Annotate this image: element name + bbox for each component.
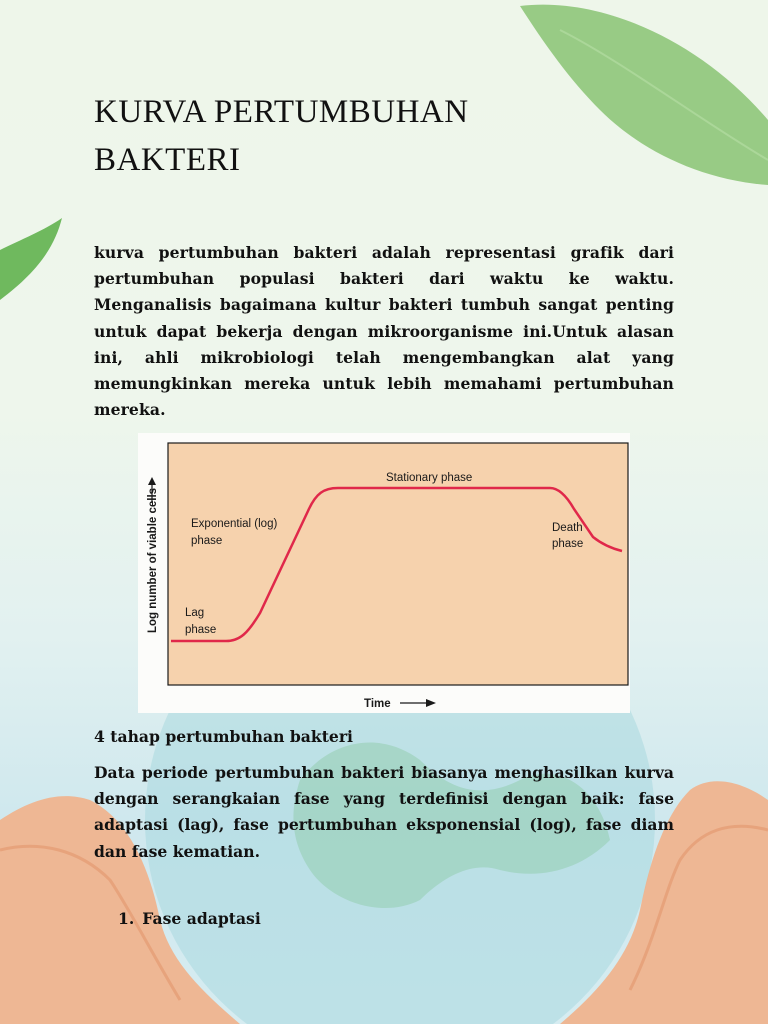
list-item-label: Fase adaptasi <box>142 909 261 928</box>
intro-paragraph: kurva pertumbuhan bakteri adalah representasi grafik dari pertumbuhan populasi bakteri dari waktu ke waktu. Menganalisis bagaimana kultur bakteri tumbuh sangat penting untuk dapat bekerja dengan mikroorganisme ini.Untuk alasan ini, ahli mikrobiologi telah mengembangkan alat yang memungkinkan mereka untuk lebih memahami pertumbuhan mereka. <box>94 243 674 420</box>
page-title: KURVA PERTUMBUHAN BAKTERI <box>94 94 469 178</box>
stationary-phase-label: Stationary phase <box>386 472 473 484</box>
exponential-phase-label-1: Exponential (log) <box>191 518 278 530</box>
phases-paragraph: Data periode pertumbuhan bakteri biasanya menghasilkan kurva dengan serangkaian fase yang terdefinisi dengan baik: fase adaptasi (lag), fase pertumbuhan eksponensial (log), fase diam dan fase kematian. <box>94 763 674 861</box>
death-phase-label-2: phase <box>552 538 584 550</box>
y-axis-label: Log number of viable cells <box>147 487 159 633</box>
death-phase-label-1: Death <box>552 522 583 534</box>
growth-curve-figure <box>138 433 630 713</box>
section-heading: 4 tahap pertumbuhan bakteri <box>94 727 353 746</box>
list-item-number: 1. <box>118 909 135 928</box>
lag-phase-label-1: Lag <box>185 607 205 619</box>
phase-list <box>118 909 261 928</box>
x-axis-label: Time <box>364 698 391 710</box>
exponential-phase-label-2: phase <box>191 535 223 547</box>
lag-phase-label-2: phase <box>185 624 217 636</box>
list-item <box>118 909 261 928</box>
